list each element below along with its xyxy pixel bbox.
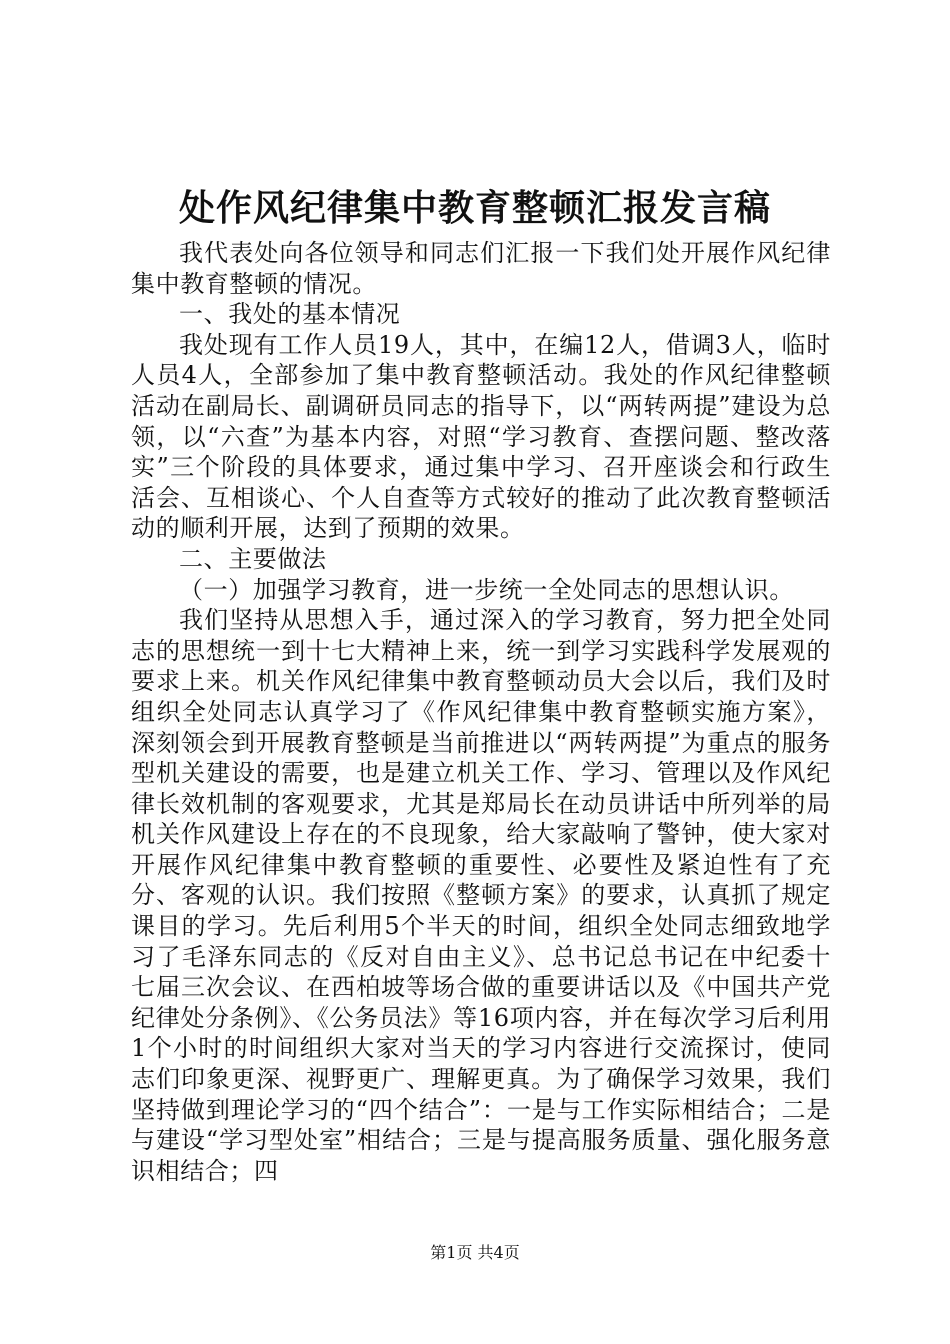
document-title: 处作风纪律集中教育整顿汇报发言稿 <box>178 187 771 229</box>
subsection-heading-study-education: （一）加强学习教育，进一步统一全处同志的思想认识。 <box>179 575 794 604</box>
page-footer: 第1页 共4页 <box>430 1243 520 1262</box>
paragraph-basic-situation: 我处现有工作人员19人，其中，在编12人，借调3人，临时人员4人，全部参加了集中教育整顿活动。我处的作风纪律整顿活动在副局长、副调研员同志的指导下，以“两转两提”建设为总领，以“六查”为基本内容，对照“学习教育、查摆问题、整改落实”三个阶段的具体要求，通过集中学习、召开座谈会和行政生活会、互相谈心、个人自查等方式较好的推动了此次教育整顿活动的顺利开展，达到了预期的效果。 <box>131 330 831 543</box>
paragraph-intro: 我代表处向各位领导和同志们汇报一下我们处开展作风纪律集中教育整顿的情况。 <box>131 239 831 298</box>
document-body <box>131 238 831 1186</box>
section-heading-basic-situation: 一、我处的基本情况 <box>179 300 401 329</box>
paragraph-study-education: 我们坚持从思想入手，通过深入的学习教育，努力把全处同志的思想统一到十七大精神上来，统一到学习实践科学发展观的要求上来。机关作风纪律集中教育整顿动员大会以后，我们及时组织全处同志认真学习了《作风纪律集中教育整顿实施方案》，深刻领会到开展教育整顿是当前推进以“两转两提”为重点的服务型机关建设的需要，也是建立机关工作、学习、管理以及作风纪律长效机制的客观要求，尤其是郑局长在动员讲话中所列举的局机关作风建设上存在的不良现象，给大家敲响了警钟，使大家对开展作风纪律集中教育整顿的重要性、必要性及紧迫性有了充分、客观的认识。我们按照《整顿方案》的要求，认真抓了规定课目的学习。先后利用5个半天的时间，组织全处同志细致地学习了毛泽东同志的《反对自由主义》、总书记总书记在中纪委十七届三次会议、在西柏坡等场合做的重要讲话以及《中国共产党纪律处分条例》、《公务员法》等16项内容，并在每次学习后利用1个小时的时间组织大家对当天的学习内容进行交流探讨，使同志们印象更深、视野更广、理解更真。为了确保学习效果，我们坚持做到理论学习的“四个结合”：一是与工作实际相结合；二是与建设“学习型处室”相结合；三是与提高服务质量、强化服务意识相结合；四 <box>131 606 831 1185</box>
section-heading-main-methods: 二、主要做法 <box>179 544 327 573</box>
